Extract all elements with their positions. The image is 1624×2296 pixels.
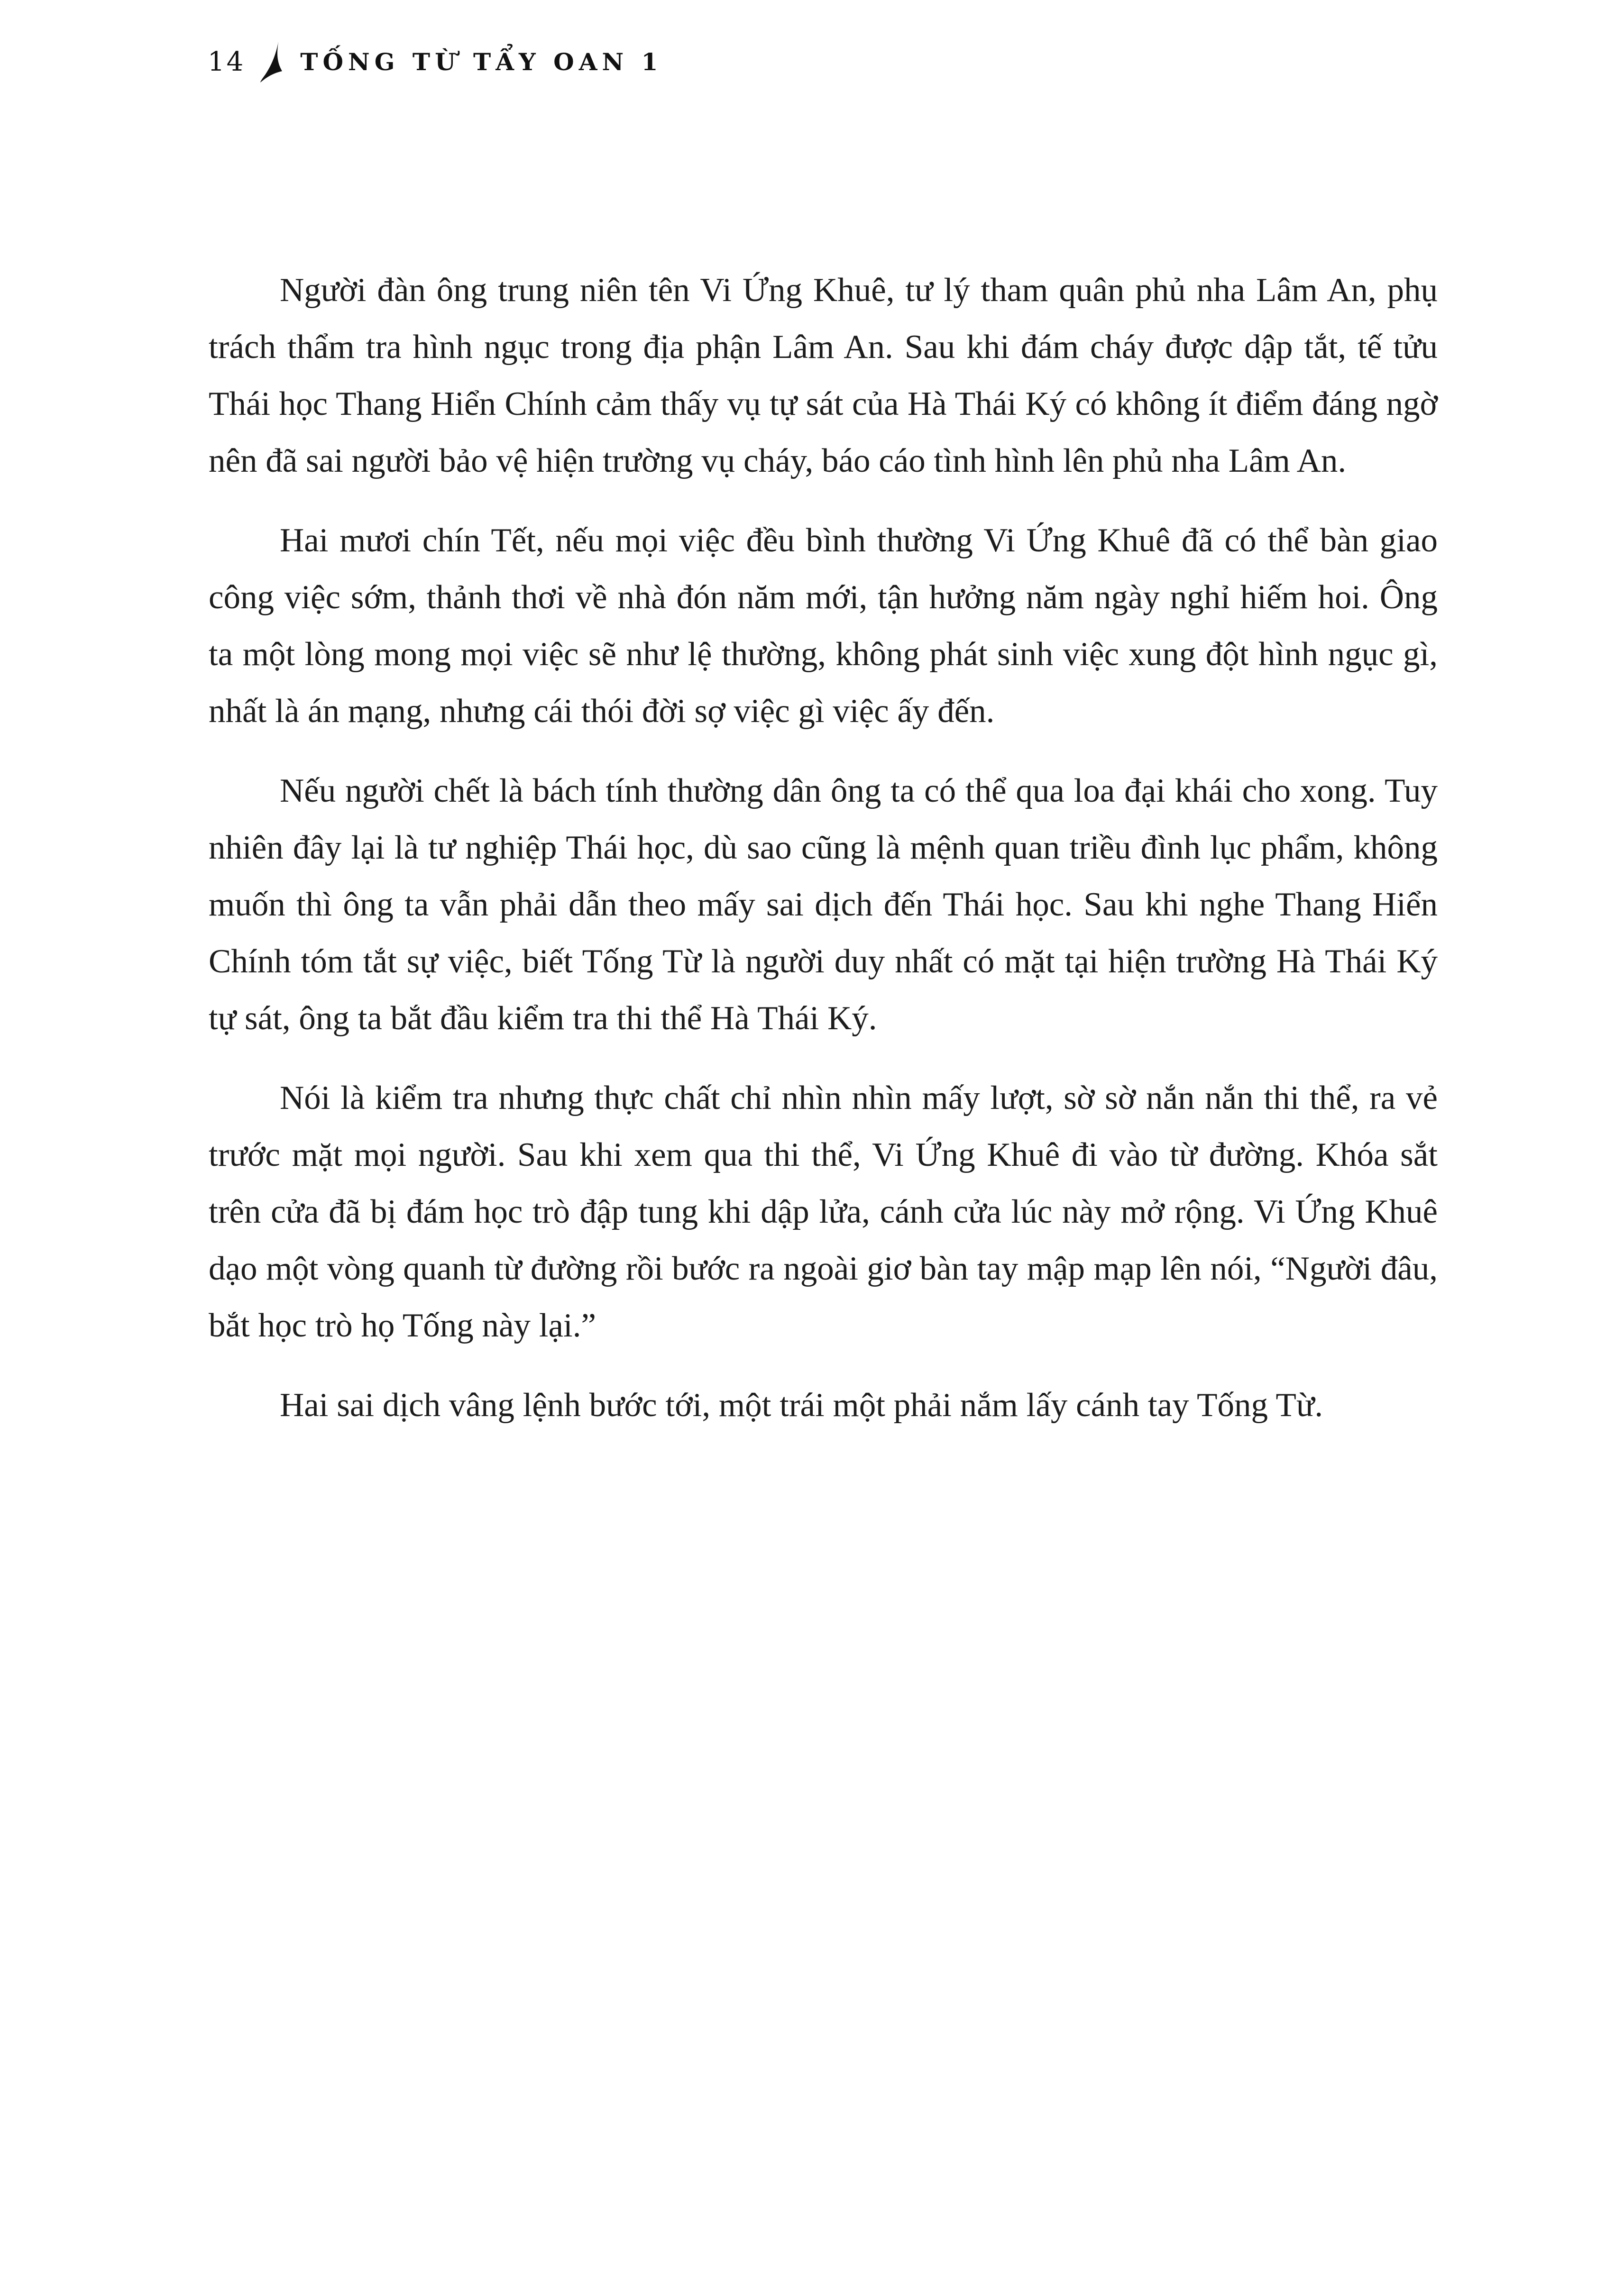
paragraph: Nếu người chết là bách tính thường dân ông ta có thể qua loa đại khái cho xong. Tuy nhiên đây lại là tư nghiệp Thái học, dù sao cũng là mệnh quan triều đình lục phẩm, không muốn thì ông ta vẫn phải dẫn theo mấy sai dịch đến Thái học. Sau khi nghe Thang Hiển Chính tóm tắt sự việc, biết Tống Từ là người duy nhất có mặt tại hiện trường Hà Thái Ký tự sát, ông ta bắt đầu kiểm tra thi thể Hà Thái Ký.	[209, 772, 1438, 1037]
brush-stroke-icon	[260, 42, 285, 82]
book-title: TỐNG TỪ TẨY OAN 1	[300, 48, 663, 76]
paragraph: Nói là kiểm tra nhưng thực chất chỉ nhìn nhìn mấy lượt, sờ sờ nắn nắn thi thể, ra vẻ trước mặt mọi người. Sau khi xem qua thi thể, Vi Ứng Khuê đi vào từ đường. Khóa sắt trên cửa đã bị đám học trò đập tung khi dập lửa, cánh cửa lúc này mở rộng. Vi Ứng Khuê dạo một vòng quanh từ đường rồi bước ra ngoài giơ bàn tay mập mạp lên nói, “Người đâu, bắt học trò họ Tống này lại.”	[209, 1079, 1438, 1344]
running-header	[208, 42, 1439, 82]
paragraph: Hai mươi chín Tết, nếu mọi việc đều bình thường Vi Ứng Khuê đã có thể bàn giao công việc sớm, thảnh thơi về nhà đón năm mới, tận hưởng năm ngày nghỉ hiếm hoi. Ông ta một lòng mong mọi việc sẽ như lệ thường, không phát sinh việc xung đột hình ngục gì, nhất là án mạng, nhưng cái thói đời sợ việc gì việc ấy đến.	[209, 522, 1438, 730]
paragraph: Người đàn ông trung niên tên Vi Ứng Khuê, tư lý tham quân phủ nha Lâm An, phụ trách thẩm tra hình ngục trong địa phận Lâm An. Sau khi đám cháy được dập tắt, tế tửu Thái học Thang Hiển Chính cảm thấy vụ tự sát của Hà Thái Ký có không ít điểm đáng ngờ nên đã sai người bảo vệ hiện trường vụ cháy, báo cáo tình hình lên phủ nha Lâm An.	[209, 272, 1438, 479]
page-number: 14	[208, 46, 246, 77]
body-text	[209, 262, 1438, 1434]
paragraph: Hai sai dịch vâng lệnh bước tới, một trái một phải nắm lấy cánh tay Tống Từ.	[280, 1387, 1323, 1424]
